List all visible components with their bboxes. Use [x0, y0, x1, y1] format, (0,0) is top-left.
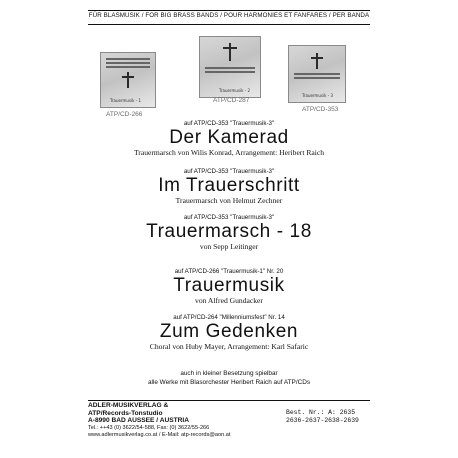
publisher-block [88, 402, 230, 440]
piece-3 [0, 214, 458, 251]
cd-catalog-label-3: ATP/CD-353 [302, 106, 339, 113]
piece-source: auf ATP/CD-266 "Trauermusik-1" Nr. 20 [174, 268, 284, 275]
cd-catalog-label-2: ATP/CD-287 [213, 97, 250, 104]
order-number: Best. Nr.: A: 2635 [286, 409, 356, 416]
piece-2 [0, 168, 458, 205]
piece-1 [0, 120, 458, 157]
piece-source: auf ATP/CD-264 "Millenniumsfest" Nr. 14 [173, 314, 285, 321]
publisher-address: A-8990 BAD AUSSEE / AUSTRIA [88, 417, 190, 425]
piece-description: von Alfred Gundacker [195, 296, 263, 305]
header-rule-top [88, 10, 370, 11]
header-categories: FÜR BLASMUSIK / FOR BIG BRASS BANDS / POUR HARMONIES ET FANFARES / PER BANDA [88, 12, 370, 19]
piece-title: Zum Gedenken [159, 321, 299, 342]
footer-rule [88, 400, 370, 401]
cross-icon [311, 53, 323, 69]
note-recordings: alle Werke mit Blasorchester Heribert Raich auf ATP/CDs [147, 379, 311, 386]
order-block [286, 409, 359, 425]
piece-title: Im Trauerschritt [158, 175, 300, 196]
piece-title: Trauermusik [173, 275, 285, 296]
cd-cover-3[interactable]: Trauermusik - 3 [288, 45, 346, 103]
publisher-web[interactable]: www.adlermusikverlag.co.at / E-Mail: atp-records@aon.at [88, 432, 231, 439]
cd-catalog-label-1: ATP/CD-266 [106, 111, 143, 118]
publisher-studio: ATP/Records-Tonstudio [88, 409, 163, 417]
piece-title: Trauermarsch - 18 [146, 221, 312, 242]
piece-description: Trauermarsch von Wilis Konrad, Arrangement: Heribert Raich [133, 148, 325, 157]
piece-source: auf ATP/CD-353 "Trauermusik-3" [183, 214, 275, 221]
piece-4 [0, 268, 458, 305]
piece-description: Trauermarsch von Helmut Zechner [175, 196, 283, 205]
publisher-name: ADLER-MUSIKVERLAG & [88, 402, 169, 409]
cd-cover-1[interactable]: Trauermusik - 1 [100, 52, 156, 108]
piece-description: von Sepp Leitinger [199, 242, 259, 251]
piece-description: Choral von Huby Mayer, Arrangement: Karl Safaric [149, 342, 309, 351]
cross-icon [223, 43, 237, 61]
piece-5 [0, 314, 458, 351]
note-small-ensemble: auch in kleiner Besetzung spielbar [180, 370, 278, 377]
piece-source: auf ATP/CD-353 "Trauermusik-3" [183, 120, 275, 127]
piece-source: auf ATP/CD-353 "Trauermusik-3" [183, 168, 275, 175]
cd-cover-2[interactable]: Trauermusik - 2 [199, 36, 261, 98]
cross-icon [122, 72, 134, 88]
order-part-numbers: 2636-2637-2638-2639 [286, 417, 359, 424]
piece-title: Der Kamerad [169, 127, 289, 148]
publisher-phone: Tel.: ++43 (0) 3622/54-588, Fax: (0) 3622/55-266 [88, 424, 210, 431]
header-rule-bottom [88, 24, 370, 25]
